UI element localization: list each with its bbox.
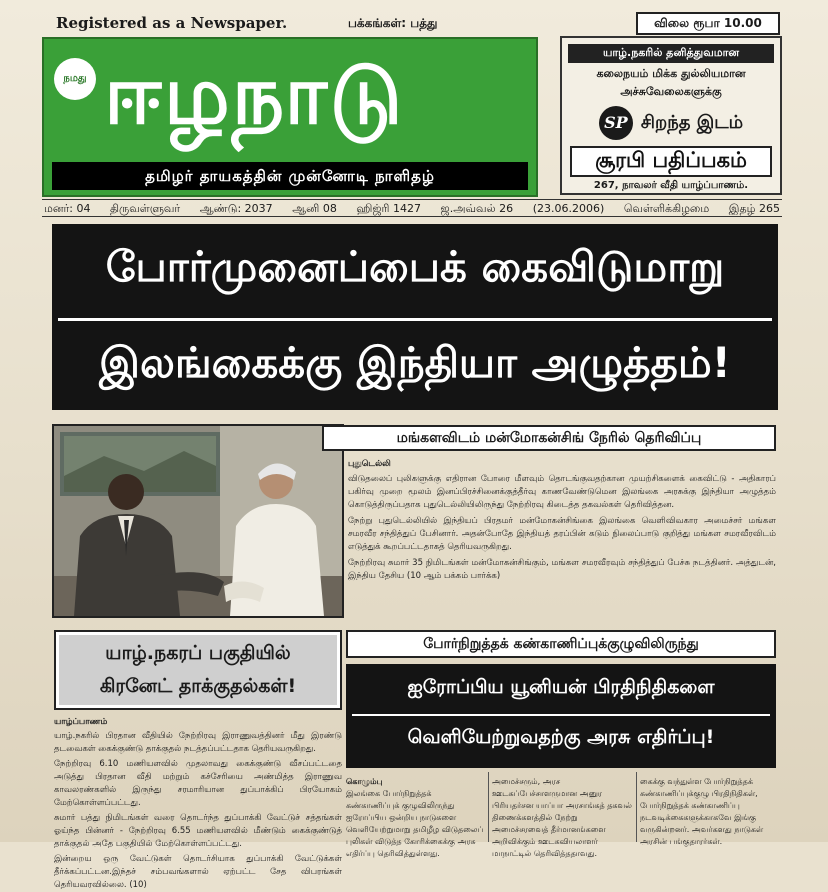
news-photo bbox=[52, 424, 344, 618]
masthead bbox=[42, 37, 538, 197]
dateline-volume: மனர்: 04 bbox=[44, 202, 91, 215]
story1-paragraph-3: நேற்றிரவு சுமார் 35 நிமிடங்கள் மன்மோகன்சிங்கும், மங்கள சமரவீரவும் சந்தித்துப் பேச்சு நடத்தினர். அத்துடன், இந்திய தேசிய (10 ஆம் பக்கம் பார்க்க) bbox=[348, 558, 776, 581]
headline-line-1: போர்முனைப்பைக் கைவிடுமாறு bbox=[105, 242, 725, 291]
printing-press-ad bbox=[560, 36, 782, 195]
story2-paragraph-4-text: இன்றைய ஒரு வேட்டுகள் தொடர்சியாக துப்பாக்கி வேட்டுக்கள் தீர்க்கப்பட்டன.இந்தச் சம்பவங்களால் ஏற்பட்ட சேத விபரங்கள் தெரியவரவில்லை. bbox=[54, 854, 342, 890]
story2-headline-2: கிரனேட் தாக்குதல்கள்! bbox=[99, 675, 297, 697]
story2-paragraph-2: நேற்றிரவு 6.10 மணியளவில் முதலாவது கைக்குண்டு வீசப்பட்டதை அடுத்து பிரதான வீதி மற்றும் கச்சேரியை அண்மித்த இராணுவ காவலரண்களில் இருந்து சரமாரியான துப்பாக்கிப் பிரயோகம் மேற்கொள்ளப்பட்டது. bbox=[54, 759, 342, 808]
story3-headline-1: ஐரோப்பிய யூனியன் பிரதிநிதிகளை bbox=[407, 676, 715, 698]
story2-paragraph-3: சுமார் பத்து நிமிடங்கள் வரை தொடர்ந்த துப்பாக்கி வேட்டுச் சத்தங்கள் ஓய்ந்த பின்னர் - நேற்றிரவு 6.55 மணியளவில் மீண்டும் கைக்குண்டுத் தாக்குதல் அதே பகுதியில் மேற்கொள்ளப்பட்டது. bbox=[54, 813, 342, 849]
ad-line-1: யாழ்.நகரில் தனித்துவமான bbox=[568, 44, 774, 63]
story2-dateline: யாழ்ப்பாணம் bbox=[54, 717, 108, 727]
story3-kicker: போர்நிறுத்தக் கண்காணிப்புக்குழுவிலிருந்து bbox=[346, 630, 776, 658]
registration-note: Registered as a Newspaper. bbox=[56, 14, 288, 32]
headline-line-2: இலங்கைக்கு இந்தியா அழுத்தம்! bbox=[99, 338, 731, 387]
story1-body bbox=[348, 458, 776, 624]
story3-column-1-text: இலங்கை போர்நிறுத்தக் கண்காணிப்புக் குழுவிலிருந்து ஐரோப்பிய ஒன்றிய நாடுகளை வெளியேற்றுமாறு தமிழீழ விடுதலைப் புலிகள் விடுத்த கோரிக்கைக்கு அரசு எதிர்ப்பு தெரிவித்துள்ளது. bbox=[346, 789, 484, 858]
dateline-date: (23.06.2006) bbox=[532, 202, 605, 215]
ad-line-2: கலைநயம் மிக்க துல்லியமான bbox=[596, 67, 746, 80]
story2-continuation: (10) bbox=[129, 880, 147, 890]
story1-dateline: புதுடெல்லி bbox=[348, 459, 391, 469]
dateline-year: ஆண்டு: 2037 bbox=[199, 202, 273, 215]
dateline-hijri-date: ஜ.அவ்வல் 26 bbox=[440, 202, 514, 215]
ad-address: 267, நாவலர் வீதி யாழ்ப்பாணம். bbox=[593, 180, 749, 191]
story2-headline-box bbox=[54, 630, 342, 710]
dateline-bar bbox=[42, 199, 782, 217]
story3-headline-2: வெளியேற்றுவதற்கு அரசு எதிர்ப்பு! bbox=[407, 726, 715, 748]
dateline-hijri-year: ஹிஜ்ரி 1427 bbox=[356, 202, 421, 215]
dateline-weekday: வெள்ளிக்கிழமை bbox=[623, 202, 710, 215]
story1-subhead: மங்களவிடம் மன்மோகன்சிங் நேரில் தெரிவிப்பு bbox=[322, 425, 776, 451]
ad-line-4: சிறந்த இடம் bbox=[640, 111, 744, 133]
price-box: விலை ரூபா 10.00 bbox=[636, 12, 780, 35]
story1-paragraph-1: விடுதலைப் புலிகளுக்கு எதிரான போரை மீளவும் தொடங்குவதற்கான முயற்சிகளைக் கைவிட்டு - அதிகாரப் பகிர்வு முறை மூலம் இனப்பிரச்சினைக்குத்தீர்வு காணவேண்டுமென இலங்கை அரசுக்கு இந்தியா அழுத்தம் கொடுத்திருப்பதாக புதுடெல்லியிலிருந்து நேற்றிரவு கிடைத்த தகவல்கள் தெரிவித்தன. bbox=[348, 474, 776, 510]
story2-body bbox=[54, 716, 342, 890]
story3-dateline: கொழும்பு bbox=[346, 777, 383, 786]
story3-column-2: அமைச்சரும், அரச ஊடகப்பேச்சாளருமான அனுர பிரியதர்சன யாப்பா அரசாங்கத் தகவல் திணைக்களத்தில் நேற்று அமைச்சரவைத் தீர்மானங்களை அறிவிக்கும் ஊடகவியலாளர் மாநாட்டில் தெரிவித்ததாவது. bbox=[492, 777, 632, 858]
newspaper-title: ஈழநாடு bbox=[104, 48, 405, 143]
story2-paragraph-4 bbox=[54, 853, 342, 892]
main-headline-banner bbox=[52, 224, 778, 410]
sp-logo-icon: SP bbox=[599, 106, 633, 140]
dateline-tamil-date: ஆனி 08 bbox=[292, 202, 337, 215]
ad-line-3: அச்சுவேலைகளுக்கு bbox=[620, 85, 722, 98]
page-count: பக்கங்கள்: பத்து bbox=[348, 16, 438, 30]
story2-paragraph-1: யாழ்.நகரில் பிரதான வீதியில் நேற்றிரவு இராணுவத்தினர் மீது இரண்டு தடவைகள் கைக்குண்டு தாக்குதல் நடத்தப்பட்டதாக தெரியவருகிறது. bbox=[54, 731, 342, 754]
story3-headline-banner bbox=[346, 664, 776, 768]
headline-divider bbox=[58, 318, 772, 321]
dateline-issue: இதழ் 265 bbox=[728, 202, 780, 215]
masthead-badge: நமது bbox=[54, 58, 96, 100]
story2-headline-1: யாழ்.நகரப் பகுதியில் bbox=[105, 642, 291, 664]
story3-column-3: கைக்கு வந்துள்ள போர்நிறுத்தக் கண்காணிப்புக்குழு பிரதிநிதிகள், போர்நிறுத்தக் கண்காணிப்பு நடவடிக்கைகளுக்காகவே இங்கு வருகின்றனர். அவர்களது நாடுகள் அரசின் பங்குதாரர்கள். bbox=[640, 777, 764, 846]
column-divider bbox=[488, 772, 489, 842]
story3-divider bbox=[352, 714, 770, 716]
photo-illustration bbox=[54, 426, 342, 616]
story1-paragraph-2: நேற்று புதுடெல்லியில் இந்தியப் பிரதமர் மன்மோகன்சிங்கை இலங்கை வெளிவிவகார அமைச்சர் மங்கள சமரவீர சந்தித்துப் பேசினார். அதன்போதே இந்தியத் தரப்பின் கடும் நிலைப்பாடு குறித்து மங்கள சமரவீரவிடம் எடுத்துக் கூறப்பட்டதாகத் தெரியவருகிறது. bbox=[348, 516, 776, 552]
ad-business-name: சூரபி பதிப்பகம் bbox=[570, 146, 772, 177]
masthead-tagline: தமிழர் தாயகத்தின் முன்னோடி நாளிதழ் bbox=[52, 162, 528, 190]
story3-column-1 bbox=[346, 776, 484, 858]
dateline-era: திருவள்ளுவர் bbox=[110, 202, 181, 215]
column-divider bbox=[636, 772, 637, 842]
